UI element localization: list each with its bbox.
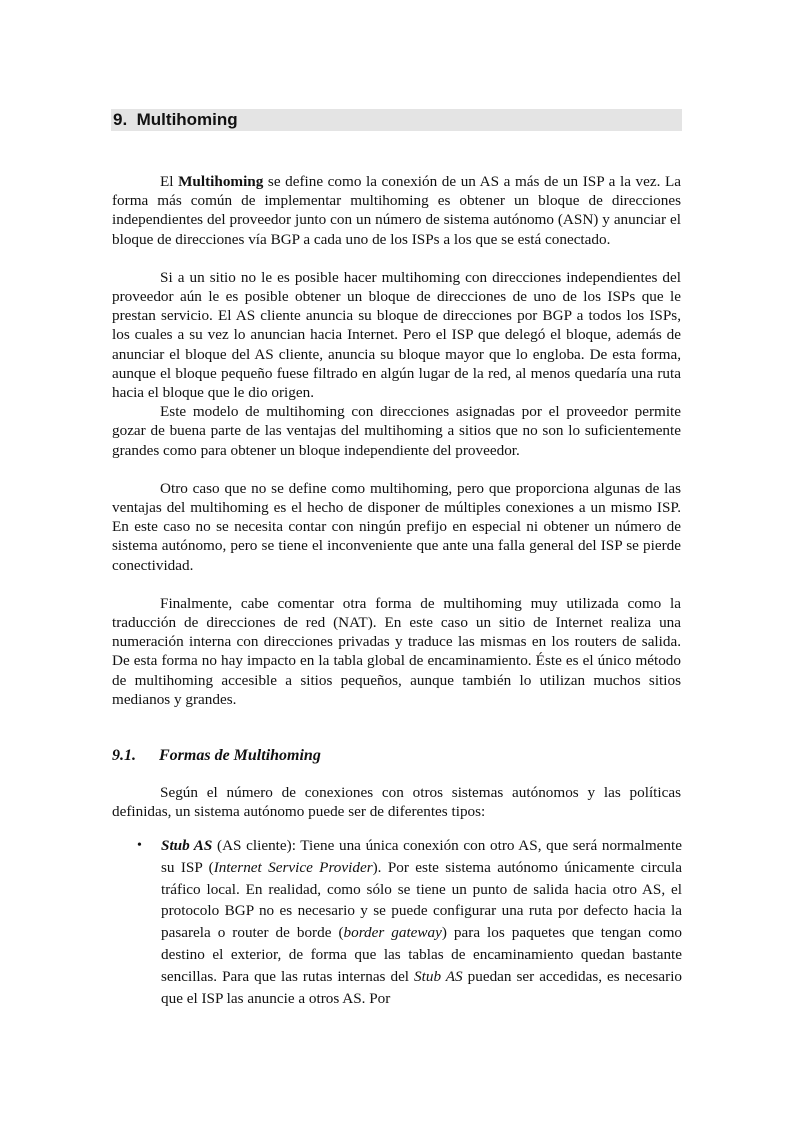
section-title: Multihoming bbox=[136, 110, 238, 129]
subsection-title: Formas de Multihoming bbox=[159, 747, 321, 764]
section-number: 9. bbox=[113, 110, 128, 129]
intro-text-block bbox=[112, 172, 681, 709]
text-segment: puedan ser accedidas, es necesario que el ISP las anuncie a otros AS. Por bbox=[161, 967, 683, 1007]
section-heading bbox=[111, 109, 682, 131]
paragraph-rest: se define como la conexión de un AS a más de un ISP a la vez. La forma más común de implementar multihoming es obtener un bloque de direcciones independientes del proveedor junto con un número de sistema autónomo (ASN) y anunciar el bloque de direcciones vía BGP a cada uno de los ISPs a los que se está conectado. bbox=[112, 173, 682, 248]
paragraph-as-types: Según el número de conexiones con otros sistemas autónomos y las políticas definidas, un sistema autónomo puede ser de diferentes tipos: bbox=[112, 784, 681, 821]
term-isp: Internet Service Provider bbox=[213, 858, 373, 876]
text-segment: ) para los paquetes que tengan como destino el exterior, de forma que las tablas de encaminamiento quedan bastante sencillas. Para que las rutas internas del bbox=[161, 924, 682, 985]
text-segment: ). Por este sistema autónomo únicamente circula tráfico local. En realidad, como sólo se tiene un punto de salida hacia otro AS, el protocolo BGP no es necesario y se puede configurar una ruta por defecto hacia la pasarela o router de borde ( bbox=[161, 858, 682, 942]
paragraph-model-benefits: Este modelo de multihoming con direcciones asignadas por el proveedor permite gozar de buena parte de las ventajas del multihoming a sitios que no son lo suficientemente grandes como para obtener un bloque independiente del proveedor. bbox=[112, 403, 681, 459]
term-border-gateway: border gateway bbox=[343, 924, 442, 942]
paragraph-nat: Finalmente, cabe comentar otra forma de multihoming muy utilizada como la traducción de direcciones de red (NAT). En este caso un sitio de Internet realiza una numeración interna con direcciones privadas y traduce las mismas en los routers de salida. De esta forma no hay impacto en la tabla global de encaminamiento. Éste es el único método de multihoming accesible a sitios pequeños, aunque también lo utilizan muchos sitios medianos y grandes. bbox=[112, 594, 681, 708]
paragraph-multiple-connections: Otro caso que no se define como multihoming, pero que proporciona algunas de las ventajas del multihoming es el hecho de disponer de múltiples conexiones a un mismo ISP. En este caso no se necesita contar con ningún prefijo en especial ni obtener un número de sistema autónomo, pero se tiene el inconveniente que ante una falla general del ISP se pierde conectividad. bbox=[112, 479, 681, 574]
list-item-stub-as bbox=[137, 835, 682, 1009]
text-segment: (AS cliente): Tiene una única conexión con otro AS, que será normalmente su ISP ( bbox=[161, 837, 682, 876]
subsection-heading bbox=[112, 747, 321, 765]
types-intro-block bbox=[112, 783, 681, 821]
paragraph-lead: El bbox=[160, 173, 179, 190]
term-multihoming: Multihoming bbox=[178, 173, 264, 190]
term-stub-as-inline: Stub AS bbox=[414, 967, 463, 985]
bullet-icon: • bbox=[137, 838, 142, 853]
subsection-number: 9.1. bbox=[112, 747, 136, 764]
paragraph-definition bbox=[112, 172, 681, 249]
paragraph-provider-addresses: Si a un sitio no le es posible hacer multihoming con direcciones independientes del proveedor aún le es posible obtener un bloque de direcciones de uno de los ISPs que le prestan servicio. El AS cliente anuncia su bloque de direcciones por BGP a todos los ISPs, los cuales a su vez lo anuncian hacia Internet. Pero el ISP que delegó el bloque, además de anunciar el bloque del AS cliente, anuncia su bloque mayor que lo engloba. De esta forma, aunque el bloque pequeño fuese filtrado en algún lugar de la red, al menos quedaría una ruta hacia el bloque que le dio origen. bbox=[112, 268, 681, 402]
term-stub-as: Stub AS bbox=[161, 837, 213, 854]
stub-as-description bbox=[161, 835, 682, 1009]
